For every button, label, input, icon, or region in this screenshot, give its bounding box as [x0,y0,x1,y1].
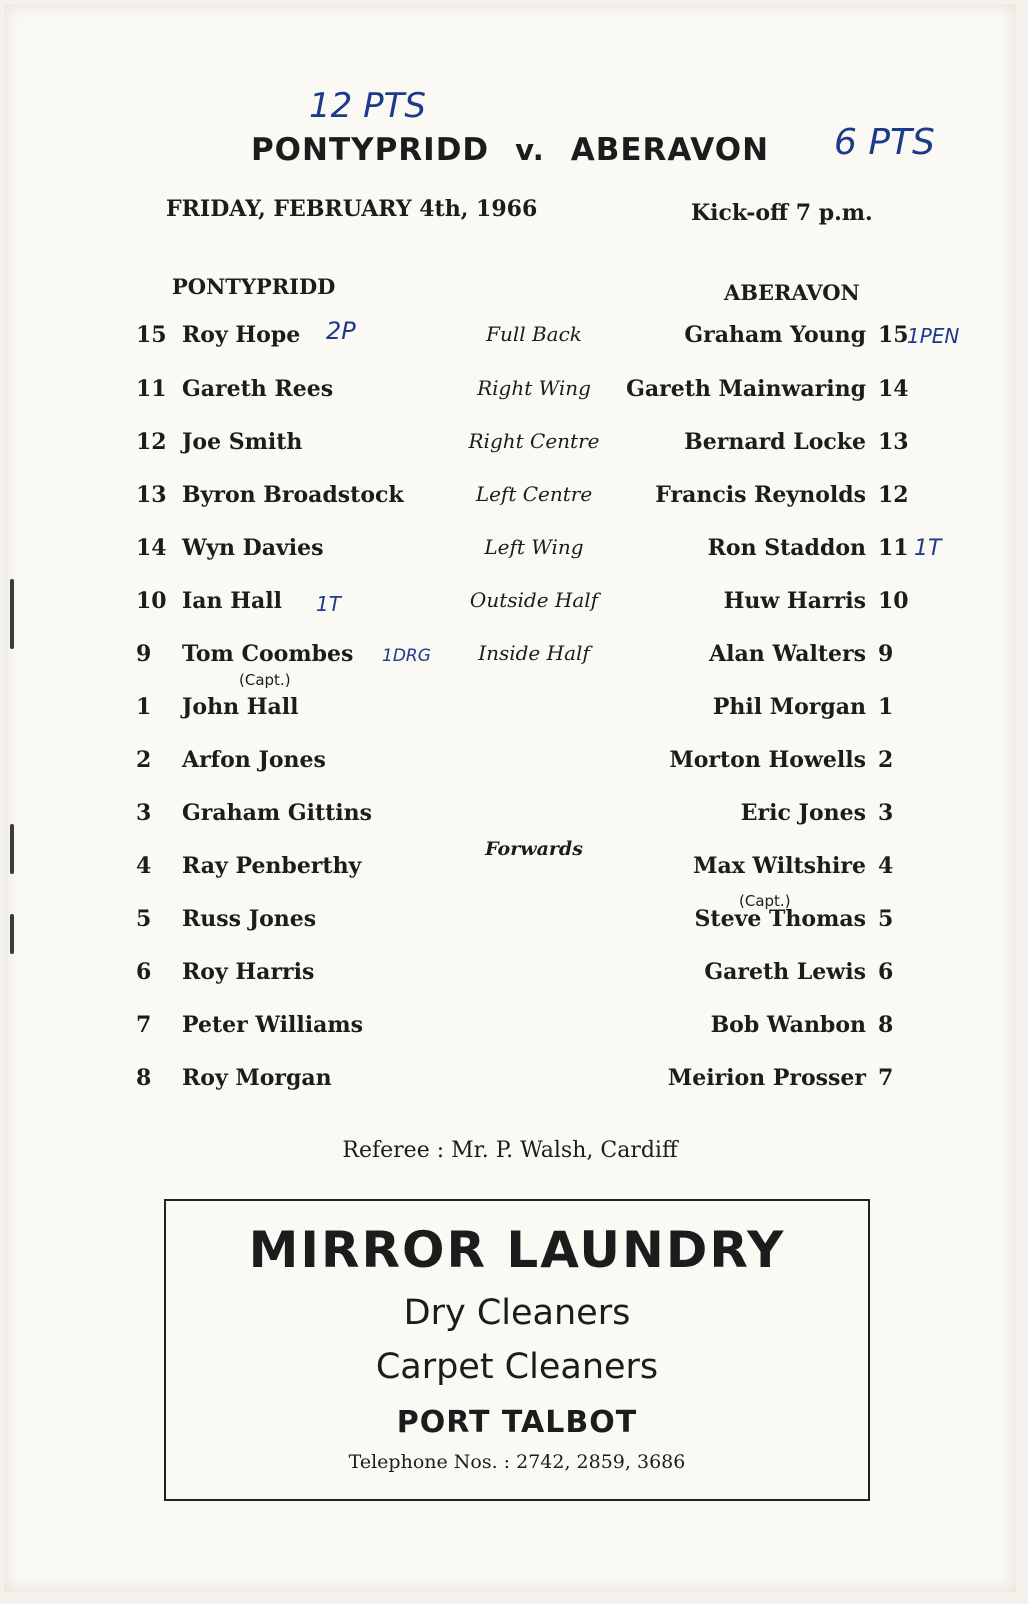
away-player-name: Steve Thomas [694,906,866,932]
away-player-number: 10 [878,588,909,614]
home-captain-label: (Capt.) [239,671,291,689]
away-captain-label: (Capt.) [739,892,791,910]
away-player-number: 3 [878,800,894,826]
match-title [4,132,1016,168]
forwards-label: Forwards [485,838,583,860]
away-player-number: 9 [878,641,894,667]
position-label: Inside Half [478,641,590,665]
position-label: Right Wing [477,376,591,400]
handwritten-note-tom-coombes: 1DRG [382,646,431,666]
away-player-name: Phil Morgan [712,694,866,720]
away-player-name: Ron Staddon [707,535,866,561]
home-player-name: Joe Smith [182,429,303,455]
home-player-number: 11 [136,376,167,402]
away-player-name: Gareth Lewis [704,959,866,985]
home-player-name: Peter Williams [182,1012,364,1038]
home-player-name: Roy Morgan [182,1065,332,1091]
position-label: Left Centre [475,482,593,506]
lineup-row [4,588,1016,628]
home-player-name: Graham Gittins [182,800,373,826]
home-player-name: Roy Hope [182,322,301,348]
advert-line-carpet-cleaners: Carpet Cleaners [375,1347,659,1387]
advert-line-dry-cleaners: Dry Cleaners [403,1293,631,1333]
handwritten-note-ian-hall: 1T [316,592,341,616]
away-player-number: 4 [878,853,894,879]
home-player-name: Ian Hall [182,588,282,614]
away-player-name: Francis Reynolds [655,482,866,508]
away-player-name: Morton Howells [669,747,866,773]
advert-location: PORT TALBOT [396,1405,638,1440]
away-player-name: Bob Wanbon [710,1012,866,1038]
lineup-row [4,1065,1016,1105]
lineup-row [4,747,1016,787]
home-player-number: 9 [136,641,152,667]
home-player-name: Gareth Rees [182,376,334,402]
handwritten-note-graham-young: 1PEN [907,324,960,348]
home-player-number: 13 [136,482,167,508]
home-player-name: Wyn Davies [182,535,324,561]
home-player-number: 15 [136,322,167,348]
programme-page [4,4,1016,1592]
home-player-number: 12 [136,429,167,455]
home-player-name: Arfon Jones [182,747,326,773]
lineup-row [4,482,1016,522]
handwritten-note-ron-staddon: 1T [914,536,942,561]
lineup-row [4,694,1016,734]
position-label: Left Wing [484,535,584,559]
kickoff-time: Kick-off 7 p.m. [691,200,873,226]
lineup-row [4,322,1016,362]
home-player-name: Russ Jones [182,906,317,932]
home-player-number: 3 [136,800,152,826]
lineup-row [4,800,1016,840]
away-player-name: Gareth Mainwaring [626,376,866,402]
lineup-row [4,376,1016,416]
away-player-number: 8 [878,1012,894,1038]
away-player-name: Max Wiltshire [693,853,866,879]
away-player-name: Eric Jones [740,800,866,826]
advert-telephone: Telephone Nos. : 2742, 2859, 3686 [348,1451,686,1473]
handwritten-note-roy-hope: 2P [326,317,356,345]
home-player-name: Tom Coombes [182,641,354,667]
home-player-number: 14 [136,535,167,561]
lineup-row [4,906,1016,946]
home-player-number: 4 [136,853,152,879]
home-player-number: 2 [136,747,152,773]
referee-line: Referee : Mr. P. Walsh, Cardiff [342,1138,678,1163]
match-date: FRIDAY, FEBRUARY 4th, 1966 [166,196,538,222]
home-player-name: Roy Harris [182,959,315,985]
away-player-number: 15 [878,322,909,348]
away-team-title: ABERAVON [570,132,770,168]
away-team-heading: ABERAVON [724,280,860,305]
advert-title: MIRROR LAUNDRY [248,1221,786,1279]
home-player-name: John Hall [182,694,299,720]
home-player-number: 7 [136,1012,152,1038]
away-player-number: 7 [878,1065,894,1091]
away-player-name: Huw Harris [723,588,866,614]
home-player-number: 8 [136,1065,152,1091]
away-player-number: 2 [878,747,894,773]
away-player-name: Graham Young [684,322,866,348]
home-player-number: 6 [136,959,152,985]
home-player-number: 5 [136,906,152,932]
mirror-laundry-advert [164,1199,870,1501]
handwritten-away-score: 6 PTS [834,122,935,163]
lineup-row [4,959,1016,999]
home-team-heading: PONTYPRIDD [172,274,336,299]
home-player-number: 1 [136,694,152,720]
away-player-number: 13 [878,429,909,455]
position-label: Full Back [486,322,582,346]
away-player-number: 12 [878,482,909,508]
away-player-name: Alan Walters [709,641,866,667]
home-player-name: Byron Broadstock [182,482,404,508]
home-team-title: PONTYPRIDD [250,132,490,168]
away-player-name: Bernard Locke [684,429,866,455]
handwritten-home-score: 12 PTS [309,86,426,126]
away-player-number: 1 [878,694,894,720]
lineup-row [4,1012,1016,1052]
lineup-row [4,641,1016,681]
away-player-number: 11 [878,535,909,561]
home-player-number: 10 [136,588,167,614]
lineup-row [4,535,1016,575]
position-label: Right Centre [468,429,600,453]
lineup-row [4,429,1016,469]
away-player-number: 14 [878,376,909,402]
away-player-number: 6 [878,959,894,985]
away-player-name: Meirion Prosser [667,1065,866,1091]
away-player-number: 5 [878,906,894,932]
home-player-name: Ray Penberthy [182,853,362,879]
versus-label: v. [515,133,545,167]
position-label: Outside Half [469,588,599,612]
